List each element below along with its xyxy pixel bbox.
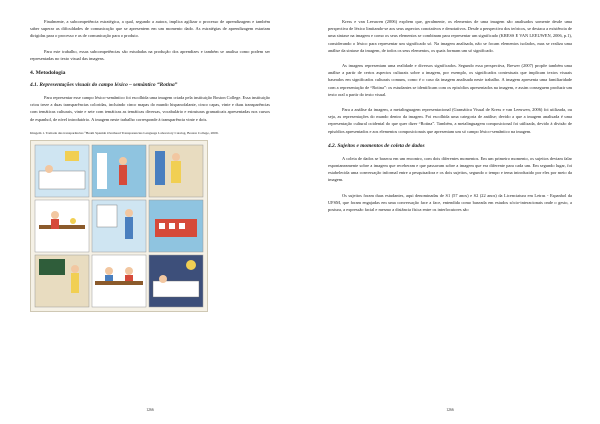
routine-comic-illustration [30,140,208,312]
paragraph: Os sujeitos foram duas estudantes, aqui denominadas de S1 (57 anos) e S2 (22 anos) da Licenciatura em Letras - Espanhol da UFSM, que foram engajadas em uma conversação face a face, entendida como baseada em estudos sócio-interacionais onde o gesto, a postura, a expressão facial e mesmo a distância física entre os interlocutores são [328,192,572,213]
right-page [300,0,600,424]
figure-caption: Imagem 1. Tomada das transparências “Heath Spanish Overhead Transparencies Language Laboratory Catalog, Boston College, 2009. [30,130,219,135]
panel-breakfast [35,200,89,252]
page-number: 1266 [446,408,454,412]
panel-bus [149,200,203,252]
paragraph: Para representar esse campo léxico-semântico foi escolhida uma imagem criada pela instituição Boston College. Essa instituição criou treze a duas transparências coloridas, incluindo cinco mapas do mundo hispanofalante, cinco capas, vinte e duas transparências com temáticas culturais, vinte e sete com temáticas as temáticas diversas, vocabulário e estruturas gramaticais apresentadas nos cursos de espanhol, de nível introdutório. A imagem neste trabalho corresponde à transparência vinte e dois. [30,95,270,122]
panel-class [35,255,89,307]
paragraph: Finalmente, a subcompetência estratégica, a qual, segundo a autora, implica agilizar o processo de aprendizagem e também saber superar as dificuldades de comunicação que se apresentem em um momento dado. As estratégias de aprendizagem estariam dirigidas para o processo e as de comunicação para o produto. [30,19,270,39]
paragraph: Para este trabalho, essas subcompetências são estudadas na produção dos aprendizes e também se analisa como podem ser representadas no texto visual das imagens. [30,48,270,61]
paragraph: As imagens representam uma realidade e diversos significados. Segundo essa perspectiva, Brewer (2007) propõe também uma análise a partir de certos aspectos culturais sobre a imagem, por exemplo, os significados contextuais que implicam textos visuais baseados em significados culturais comuns, como é o caso da imagem analisada neste trabalho. A imagem apresenta uma familiaridade com a representação de “Rotina”: os estudantes se identificam com os episódios apresentados na imagem, e assim conseguem produzir um texto oral a partir do texto visual. [328,63,572,97]
panel-bedtime [149,255,203,307]
paragraph: Kress e van Leeuwen (2006) expõem que, geralmente, os elementos de uma imagem são analisados somente desde uma perspectiva de léxico limitando-se aos seus aspectos conotativos e denotativos. Desde a perspectiva dos teóricos, se destaca a existência de uma sintaxe na imagem e como os seus elementos se combinam para representar um significado (KRESS E VAN LEEUWEN, 2006, p.1), considerando o léxico para representar um significado só. Na imagem analisada, não se focam elementos isolados, mas se realiza uma análise da sintaxe da imagem, de todos os seus elementos, os quais formam um só significado. [328,19,572,53]
panel-mirror [92,200,146,252]
panel-dressing [149,145,203,197]
subsection-heading: 4.1. Representações visuais do campo léxico – semântico “Rotina” [30,82,178,89]
section-heading: 4. Metodologia [30,70,66,77]
comic-panels [31,141,207,311]
right-column [328,18,572,221]
page-number: 1266 [146,408,154,412]
panel-waking [35,145,89,197]
subsection-heading: 4.2. Sujeitos e momentos de coleta de dados [328,142,425,149]
left-column [30,18,270,312]
paragraph: Para a análise da imagem, a metalinguagem representacional (Gramática Visual de Kress e van Leeuwen, 2006) foi utilizada, ou seja, as representações do mundo dentro da imagem. Foi escolhida uma categoria de análise; devido a que a imagem analisada é uma representação cultural ocidental do que quer dizer “Rotina”. Também, a metalinguagem composicional foi utilizada, devido à divisão de episódios apresentados e aos elementos composicionais que apresentam um só campo léxico-semântico na imagem. [328,107,572,134]
paragraph: A coleta de dados se baseou em um encontro, com dois diferentes momentos. Em um primeiro momento, os sujeitos deviam falar espontaneamente sobre a imagem que receberam e que passavam sobre a imagem que era diferente para cada um. Em segundo lugar, foi estabelecida uma conversação informal entre a pesquisadora e os dois sujeitos, segundo o tempo e tema introduzido por eles por meio da imagem. [328,155,572,183]
panel-lunch [92,255,146,307]
panel-shower [92,145,146,197]
